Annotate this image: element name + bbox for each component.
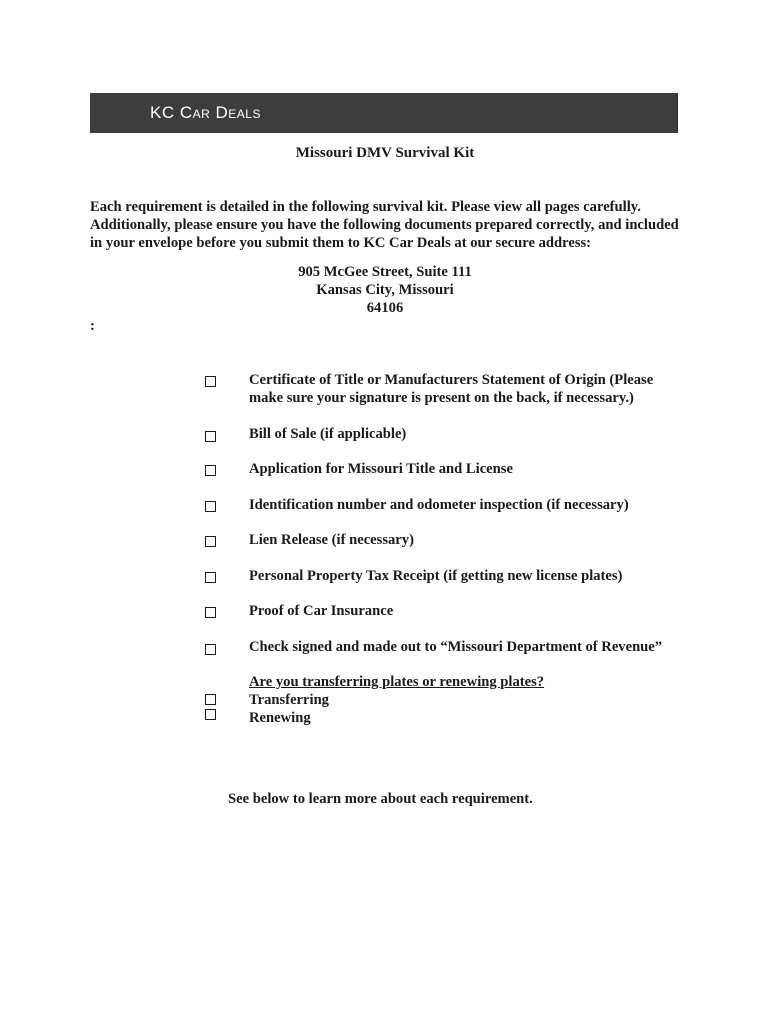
checklist-item-label: Proof of Car Insurance: [249, 603, 394, 619]
checklist-item-label: Lien Release (if necessary): [249, 532, 414, 548]
checklist-item-label: Personal Property Tax Receipt (if getting new license plates): [249, 568, 623, 584]
address-city: Kansas City, Missouri: [316, 282, 454, 298]
checklist-item-label: Check signed and made out to “Missouri Department of Revenue”: [249, 639, 663, 655]
intro-paragraph: Each requirement is detailed in the following survival kit. Please view all pages carefully. Additionally, please ensure you have the following documents prepared correctly, and included in your envelope before you submit them to KC Car Deals at our secure address:: [90, 199, 679, 251]
checklist-item-label: Bill of Sale (if applicable): [249, 426, 407, 442]
checkbox-lien-release[interactable]: [205, 536, 216, 547]
plates-question: Are you transferring plates or renewing plates?: [249, 674, 545, 690]
address-zip: 64106: [366, 300, 404, 316]
checkbox-check-signed[interactable]: [205, 644, 216, 655]
plates-option-label: Transferring: [249, 692, 329, 708]
checkbox-insurance[interactable]: [205, 607, 216, 618]
mailing-address: [0, 263, 770, 317]
checklist-item-label: Certificate of Title or Manufacturers Statement of Origin (Please make sure your signature is present on the back, if necessary.): [249, 372, 654, 406]
checklist-item-label: Application for Missouri Title and License: [249, 461, 513, 477]
checkbox-title-certificate[interactable]: [205, 376, 216, 387]
checkbox-renewing[interactable]: [205, 709, 216, 720]
checkbox-vin-inspection[interactable]: [205, 501, 216, 512]
stray-colon: :: [90, 318, 95, 334]
checkbox-tax-receipt[interactable]: [205, 572, 216, 583]
page-title: Missouri DMV Survival Kit: [295, 145, 475, 161]
brand-logo-text: KC Car Deals: [150, 103, 261, 122]
plates-option-label: Renewing: [249, 710, 311, 726]
checkbox-bill-of-sale[interactable]: [205, 431, 216, 442]
checkbox-application[interactable]: [205, 465, 216, 476]
checkbox-transferring[interactable]: [205, 694, 216, 705]
header-banner: [90, 93, 678, 133]
address-street: 905 McGee Street, Suite 111: [298, 264, 472, 280]
footer-note: See below to learn more about each requirement.: [228, 791, 533, 807]
checklist-item-label: Identification number and odometer inspection (if necessary): [249, 497, 629, 513]
